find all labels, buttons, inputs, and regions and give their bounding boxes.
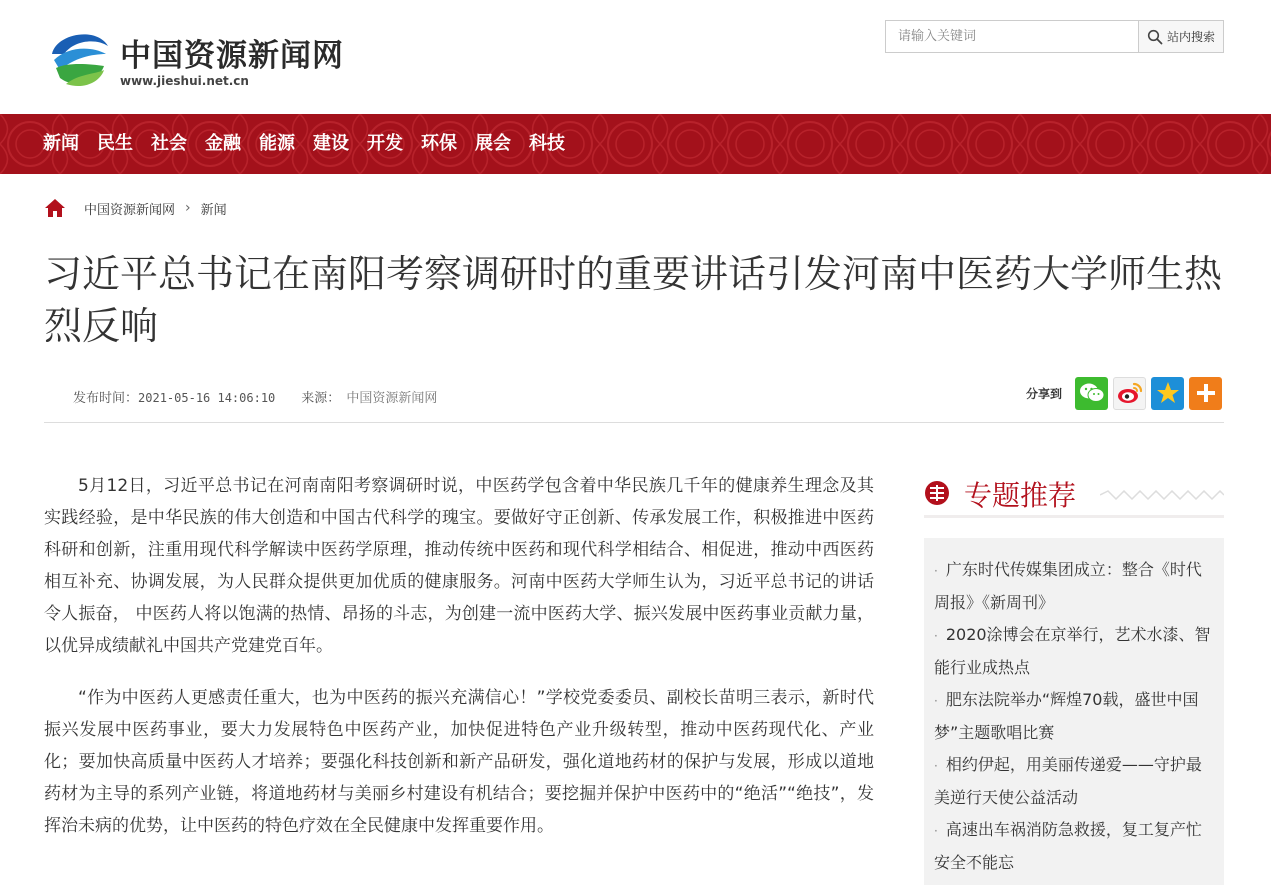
article-paragraph: 5月12日，习近平总书记在河南南阳考察调研时说，中医药学包含着中华民族几千年的健康养生理念及其实践经验，是中华民族的伟大创造和中国古代科学的瑰宝。要做好守正创新、传承发展工作，积极推进中医药科研和创新，注重用现代科学解读中医药学原理，推动传统中医药和现代科学相结合、相促进，推动中西医药相互补充、协调发展，为人民群众提供更加优质的健康服务。河南中医药大学师生认为，习近平总书记的讲话令人振奋， 中医药人将以饱满的热情、昂扬的斗志，为创建一流中医药大学、振兴发展中医药事业贡献力量，以优异成绩献礼中国共产党建党百年。 [44,476,874,656]
nav-item-development[interactable]: 开发 [367,133,403,154]
breadcrumb [44,197,227,219]
breadcrumb-current[interactable]: 新闻 [200,202,227,218]
nav-item-environment[interactable]: 环保 [421,133,457,154]
home-icon[interactable] [44,198,66,218]
source-label: 来源： [301,391,341,406]
site-search [885,20,1224,53]
recommend-icon [924,480,950,506]
sidebar-list-item[interactable]: · 2020涂博会在京举行，艺术水漆、智能行业成热点 [934,625,1211,677]
breadcrumb-separator: › [185,200,191,216]
article-title: 习近平总书记在南阳考察调研时的重要讲话引发河南中医药大学师生热烈反响 [44,252,1223,348]
site-logo[interactable] [46,24,366,94]
sidebar-recommend [924,470,1224,885]
search-icon [1147,29,1163,45]
sidebar-list-item[interactable]: · 相约伊起，用美丽传递爱——守护最美逆行天使公益活动 [934,755,1202,807]
article-body [44,470,874,862]
nav-item-exhibition[interactable]: 展会 [475,133,511,154]
sidebar-list-item[interactable]: · 肥东法院举办“辉煌70载，盛世中国梦”主题歌唱比赛 [934,690,1199,742]
article-meta [73,387,437,406]
publish-time: 2021-05-16 14:06:10 [138,391,276,405]
sidebar-list-item[interactable]: · 广东时代传媒集团成立：整合《时代周报》《新周刊》 [934,560,1202,612]
wechat-share-icon[interactable] [1075,377,1108,410]
main-nav [0,114,1271,174]
weibo-share-icon[interactable] [1113,377,1146,410]
site-url: www.jieshui.net.cn [120,74,249,88]
article-paragraph: “作为中医药人更感责任重大，也为中医药的振兴充满信心！”学校党委委员、副校长苗明三表示，新时代振兴发展中医药事业，要大力发展特色中医药产业，加快促进特色产业升级转型，推动中医药现代化、产业化；要加快高质量中医药人才培养；要强化科技创新和新产品研发，强化道地药材的保护与发展，形成以道地药材为主导的系列产业链，将道地药材与美丽乡村建设有机结合；要挖掘并保护中医药中的“绝活”“绝技”，发挥治未病的优势，让中医药的特色疗效在全民健康中发挥重要作用。 [44,688,874,836]
search-button[interactable] [1138,20,1224,53]
sidebar-title: 专题推荐 [964,479,1077,512]
nav-item-finance[interactable]: 金融 [205,133,241,154]
nav-item-news[interactable]: 新闻 [43,133,79,154]
qzone-share-icon[interactable] [1151,377,1184,410]
nav-item-energy[interactable]: 能源 [259,133,295,154]
nav-item-technology[interactable]: 科技 [529,133,565,154]
publish-time-label: 发布时间： [73,391,139,406]
site-header [0,0,1271,114]
nav-item-livelihood[interactable]: 民生 [97,133,133,154]
breadcrumb-home-link[interactable]: 中国资源新闻网 [84,202,176,218]
share-label: 分享到 [1026,386,1063,401]
site-name: 中国资源新闻网 [120,38,344,74]
share-bar [1026,377,1222,409]
sidebar-list [924,538,1224,885]
article-source: 中国资源新闻网 [346,391,438,406]
nav-item-construction[interactable]: 建设 [313,133,349,154]
nav-items [34,114,574,174]
sidebar-title-decoration [1100,490,1224,500]
logo-globe-icon [46,24,112,90]
nav-item-society[interactable]: 社会 [151,133,187,154]
search-input[interactable] [885,20,1139,53]
meta-divider [44,422,1224,423]
more-share-icon[interactable] [1189,377,1222,410]
sidebar-list-item[interactable]: · 高速出车祸消防急救援，复工复产忙安全不能忘 [934,820,1202,872]
search-button-label: 站内搜索 [1166,30,1215,44]
sidebar-header [924,470,1224,518]
